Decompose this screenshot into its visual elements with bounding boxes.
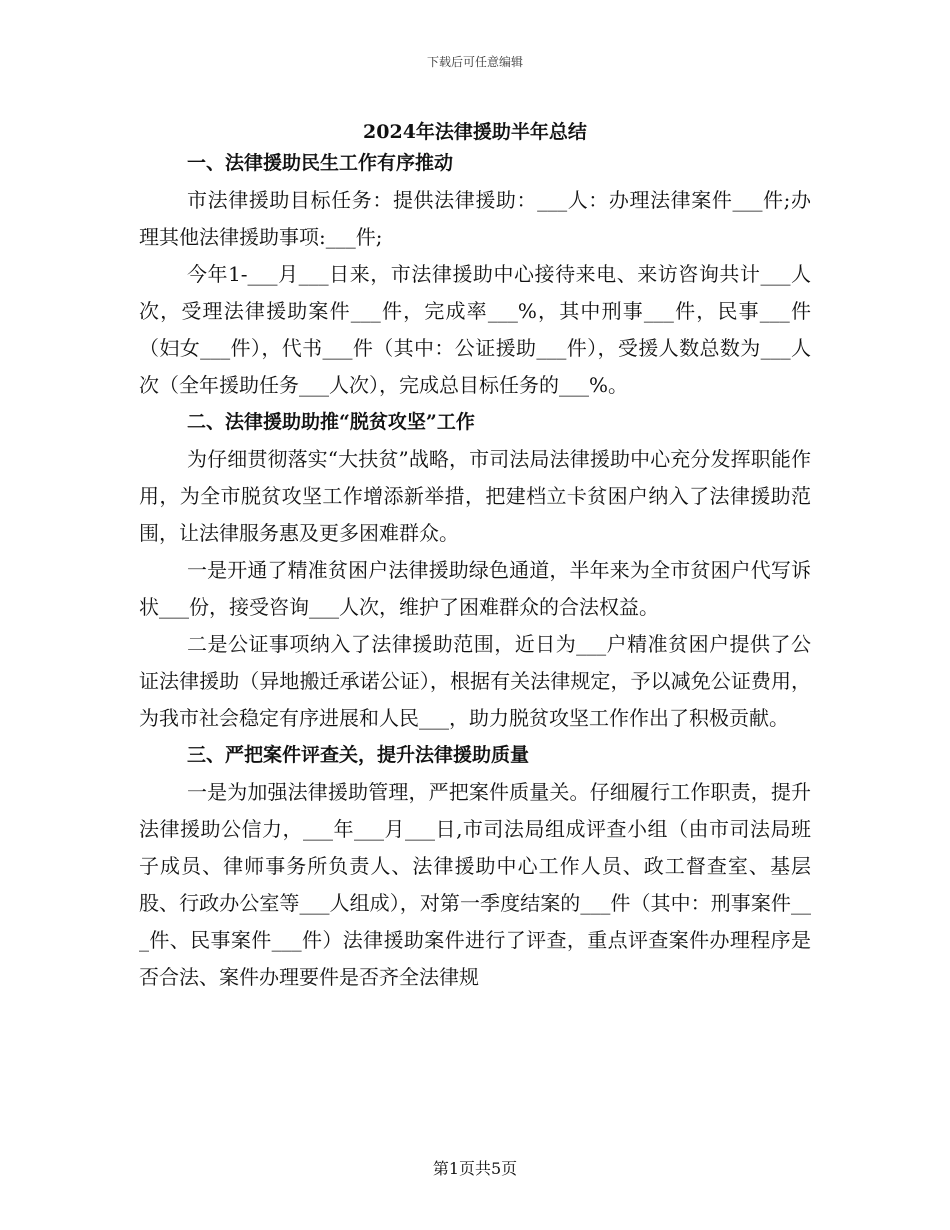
paragraph-notary: 二是公证事项纳入了法律援助范围，近日为___户精准贫困户提供了公证法律援助（异地搬迁承诺公证），根据有关法律规定，予以减免公证费用，为我市社会稳定有序进展和人民___，助力脱贫攻坚工作作出了积极贡献。 [139,632,811,730]
page-number: 第1页共5页 [432,1159,518,1178]
paragraph-targets: 市法律援助目标任务：提供法律援助：___人：办理法律案件___件;办理其他法律援助事项:___件; [139,188,811,249]
paragraph-poverty-strategy: 为仔细贯彻落实“大扶贫”战略，市司法局法律援助中心充分发挥职能作用，为全市脱贫攻坚工作增添新举措，把建档立卡贫困户纳入了法律援助范围，让法律服务惠及更多困难群众。 [139,447,811,545]
document-body [139,145,811,996]
section-heading-2: 二、法律援助助推“脱贫攻坚”工作 [187,411,475,433]
paragraph-case-review: 一是为加强法律援助管理，严把案件质量关。仔细履行工作职责，提升法律援助公信力，___年___月___日,市司法局组成评查小组（由市司法局班子成员、律师事务所负责人、法律援助中心工作人员、政工督查室、基层股、行政办公室等___人组成），对第一季度结案的___件（其中：刑事案件___件、民事案件___件）法律援助案件进行了评查，重点评查案件办理程序是否合法、案件办理要件是否齐全法律规 [139,780,811,989]
header-note: 下载后可任意编辑 [426,55,523,69]
paragraph-statistics: 今年1-___月___日来，市法律援助中心接待来电、来访咨询共计___人次，受理法律援助案件___件，完成率___%，其中刑事___件，民事___件（妇女___件），代书___件（其中：公证援助___件），受援人数总数为___人次（全年援助任务___人次），完成总目标任务的___%。 [139,262,811,397]
document-title: 2024年法律援助半年总结 [363,121,587,143]
section-heading-1: 一、法律援助民生工作有序推动 [187,152,454,174]
paragraph-green-channel: 一是开通了精准贫困户法律援助绿色通道，半年来为全市贫困户代写诉状___份，接受咨询___人次，维护了困难群众的合法权益。 [139,558,811,619]
section-heading-3: 三、严把案件评查关，提升法律援助质量 [187,744,530,766]
